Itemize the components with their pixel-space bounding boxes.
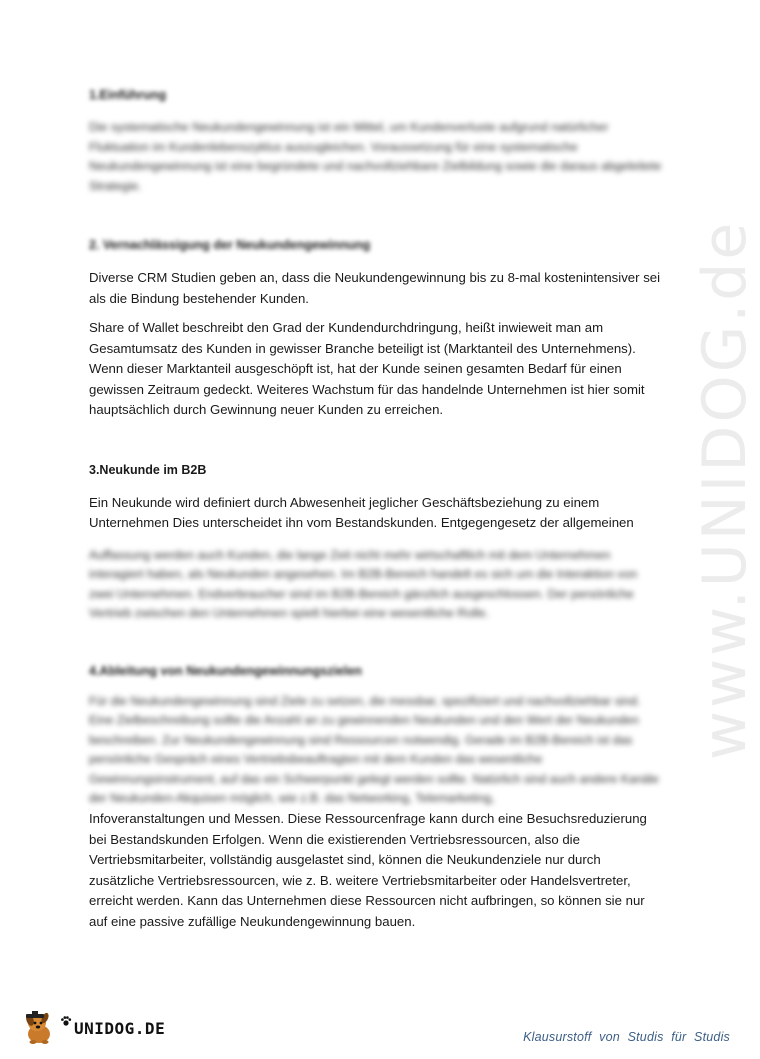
watermark: www.UNIDOG.de (690, 219, 760, 760)
section-heading: 4.Ableitung von Neukundengewinnungszielen (89, 663, 362, 678)
section-paragraph: Share of Wallet beschreibt den Grad der Kundendurchdringung, heißt inwieweit man am Gesamtumsatz des Kunden in gewisser Branche beteiligt ist (Marktanteil des Unternehmens). Wenn dieser Marktanteil ausgeschöpft ist, hat der Kunde seinen gesamten Bedarf für einen gewissen Zeitraum gedeckt. Weiteres Wachstum für das handelnde Unternehmen ist hier somit hauptsächlich durch Gewinnung neuer Kunden zu erreichen. (89, 320, 645, 417)
section-4 (89, 664, 664, 933)
footer-tagline: Klausurstoff von Studis für Studis (523, 1030, 730, 1044)
section-heading: 3.Neukunde im B2B (89, 462, 207, 477)
section-paragraph: Auffassung werden auch Kunden, die lange Zeit nicht mehr wirtschaftlich mit dem Unternehmen interagiert haben, als Neukunden angesehen. Im B2B-Bereich handelt es sich um die Interaktion von zwei Unternehmen. Endverbraucher sind im B2B-Bereich gänzlich ausgeschlossen. Der persönliche Vertrieb zwischen den Unternehmen spielt hierbei eine wesentliche Rolle. (89, 547, 638, 620)
document-body (89, 88, 664, 932)
unidog-logo[interactable] (22, 1010, 165, 1046)
section-paragraph: Für die Neukundengewinnung sind Ziele zu setzen, die messbar, spezifiziert und nachvollziehbar sind. Eine Zielbeschreibung sollte die Anzahl an zu gewinnenden Neukunden und den Wert der Neukunden beschreiben. Zur Neukundengewinnung sind Ressourcen notwendig. Gerade im B2B-Bereich ist das persönliche Gespräch eines Vertriebsbeauftragten mit dem Kunden das wesentliche Gewinnungsinstrument, auf das ein Schwerpunkt gelegt werden sollte. Natürlich sind auch andere Kanäle der Neukunden-Akquisen möglich, wie z.B. das Networking, Telemarketing, (89, 693, 659, 806)
section-1 (89, 88, 664, 196)
section-paragraph: Diverse CRM Studien geben an, dass die Neukundengewinnung bis zu 8-mal kostenintensiver sei als die Bindung bestehender Kunden. (89, 270, 661, 306)
paw-icon (60, 1015, 72, 1027)
dog-mascot-icon (22, 1010, 58, 1046)
logo-text: UNIDOG.DE (74, 1018, 166, 1038)
section-2 (89, 238, 664, 421)
section-paragraph: Die systematische Neukundengewinnung ist ein Mittel, um Kundenverluste aufgrund natürlicher Fluktuation im Kundenlebenszyklus auszugleichen. Voraussetzung für eine systematische Neukundengewinnung ist eine begründete und nachvollziehbare Zielbildung sowie die daraus abgeleitete Strategie. (89, 120, 662, 193)
section-heading: 2. Vernachlässigung der Neukundengewinnung (89, 238, 371, 252)
section-3 (89, 463, 664, 624)
section-paragraph: Infoveranstaltungen und Messen. Diese Ressourcenfrage kann durch eine Besuchsreduzierung bei Bestandskunden Erfolgen. Wenn die existierenden Vertriebsressourcen, also die Vertriebsmitarbeiter, vollständig ausgelastet sind, können die Neukundenziele nur durch zusätzliche Vertriebsressourcen, wie z. B. weitere Vertriebsmitarbeiter oder Handelsvertreter, erreicht werden. Kann das Unternehmen diese Ressourcen nicht aufbringen, so können sie nur auf eine passive zufällige Neukundengewinnung bauen. (89, 811, 647, 929)
section-heading: 1.Einführung (89, 88, 167, 102)
section-paragraph: Ein Neukunde wird definiert durch Abwesenheit jeglicher Geschäftsbeziehung zu einem Unternehmen Dies unterscheidet ihn vom Bestandskunden. Entgegengesetz der allgemeinen (89, 494, 634, 530)
